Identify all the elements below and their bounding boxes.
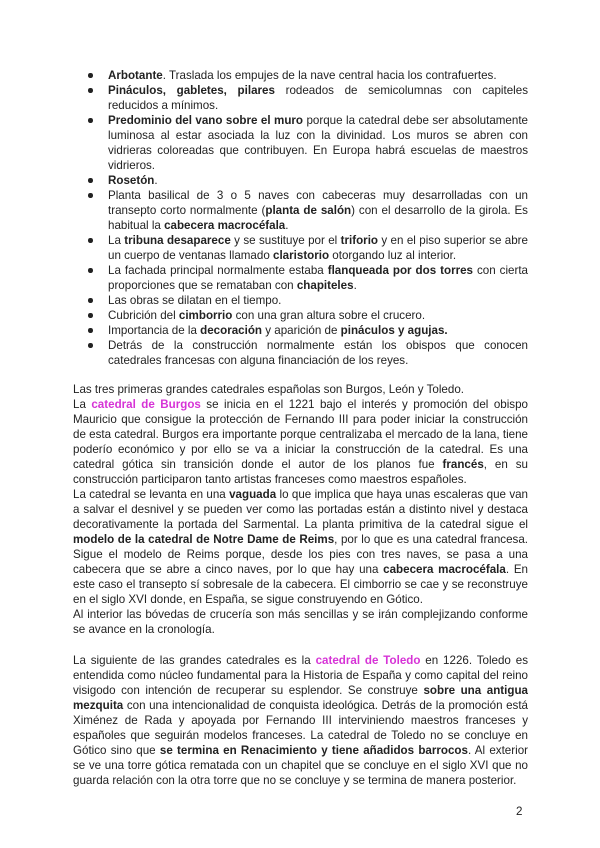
bullet-icon xyxy=(88,313,93,318)
list-item: Arbotante. Traslada los empujes de la nave central hacia los contrafuertes. xyxy=(73,68,528,83)
list-item: Pináculos, gabletes, pilares rodeados de semicolumnas con capiteles reducidos a mínimos. xyxy=(73,83,528,113)
burgos-structure-paragraph: La catedral se levanta en una vaguada lo que implica que haya unas escaleras que van a salvar el desnivel y se pueden ver como las portadas están a distinto nivel y destaca decorativamente la portada del Sarmental. La planta primitiva de la catedral sigue el modelo de la catedral de Notre Dame de Reims, por lo que es una catedral francesa. Sigue el modelo de Reims porque, desde los pies con tres naves, se pasa a una cabecera que se abre a cinco naves, por lo que hay una cabecera macrocéfala. En este caso el transepto sí sobresale de la cabecera. El cimborrio se cae y se reconstruye en el siglo XVI donde, en España, se sigue construyendo en Gótico. xyxy=(73,488,529,606)
page-number: 2 xyxy=(516,805,523,818)
bullet-icon xyxy=(88,88,93,93)
feature-list xyxy=(73,68,528,368)
spacer xyxy=(73,368,528,382)
list-item: Predominio del vano sobre el muro porque la catedral debe ser absolutamente luminosa al estar asociada la luz con la divinidad. Los muros se abren con vidrieras coloreadas que contribuyen. En Europa habrá escuelas de maestros vidrieros. xyxy=(73,113,528,173)
highlight-toledo: catedral de Toledo xyxy=(315,654,421,667)
list-item: La tribuna desaparece y se sustituye por el triforio y en el piso superior se abre un cuerpo de ventanas llamado claristorio otorgando luz al interior. xyxy=(73,233,528,263)
list-item: Planta basilical de 3 o 5 naves con cabeceras muy desarrolladas con un transepto corto normalmente (planta de salón) con el desarrollo de la girola. Es habitual la cabecera macrocéfala. xyxy=(73,188,528,233)
list-item: Detrás de la construcción normalmente están los obispos que conocen catedrales francesas con alguna financiación de los reyes. xyxy=(73,338,528,368)
bullet-icon xyxy=(88,193,93,198)
spacer xyxy=(73,637,528,653)
bullet-icon xyxy=(88,343,93,348)
burgos-paragraph: La catedral de Burgos se inicia en el 1221 bajo el interés y promoción del obispo Mauricio que consigue la protección de Fernando III para poder iniciar la construcción de esta catedral. Burgos era importante porque centralizaba el mercado de la lana, tiene poderío económico y por ello se va a iniciar la construcción de la catedral. Es una catedral gótica sin transición donde el autor de los planos fue francés, en su construcción participaron tanto artistas franceses como maestros españoles. xyxy=(73,398,528,486)
highlight-burgos: catedral de Burgos xyxy=(91,398,201,411)
list-item: Cubrición del cimborrio con una gran altura sobre el crucero. xyxy=(73,308,528,323)
page-content xyxy=(73,68,528,788)
bullet-icon xyxy=(88,178,93,183)
intro-paragraph: Las tres primeras grandes catedrales españolas son Burgos, León y Toledo. xyxy=(73,383,464,396)
bullet-icon xyxy=(88,118,93,123)
list-item: Las obras se dilatan en el tiempo. xyxy=(73,293,528,308)
bullet-icon xyxy=(88,298,93,303)
bullet-icon xyxy=(88,328,93,333)
bullet-icon xyxy=(88,268,93,273)
toledo-paragraph: La siguiente de las grandes catedrales es la catedral de Toledo en 1226. Toledo es entendida como núcleo fundamental para la Historia de España y como capital del reino visigodo con intención de recuperar su esplendor. Se construye sobre una antigua mezquita con una intencionalidad de conquista ideológica. Detrás de la promoción está Ximénez de Rada y apoyada por Fernando III interviniendo maestros franceses y españoles que seguirán modelos franceses. La catedral de Toledo no se concluye en Gótico sino que se termina en Renacimiento y tiene añadidos barrocos. Al exterior se ve una torre gótica rematada con un chapitel que se concluye en el siglo XVI que no guarda relación con la otra torre que no se concluye y se termina de manera posterior. xyxy=(73,654,528,787)
list-item: Rosetón. xyxy=(73,173,528,188)
bullet-icon xyxy=(88,73,93,78)
bullet-icon xyxy=(88,238,93,243)
list-item: La fachada principal normalmente estaba flanqueada por dos torres con cierta proporciones que se remataban con chapiteles. xyxy=(73,263,528,293)
burgos-interior-paragraph: Al interior las bóvedas de crucería son más sencillas y se irán complejizando conforme se avance en la cronología. xyxy=(73,608,528,636)
list-item: Importancia de la decoración y aparición de pináculos y agujas. xyxy=(73,323,528,338)
